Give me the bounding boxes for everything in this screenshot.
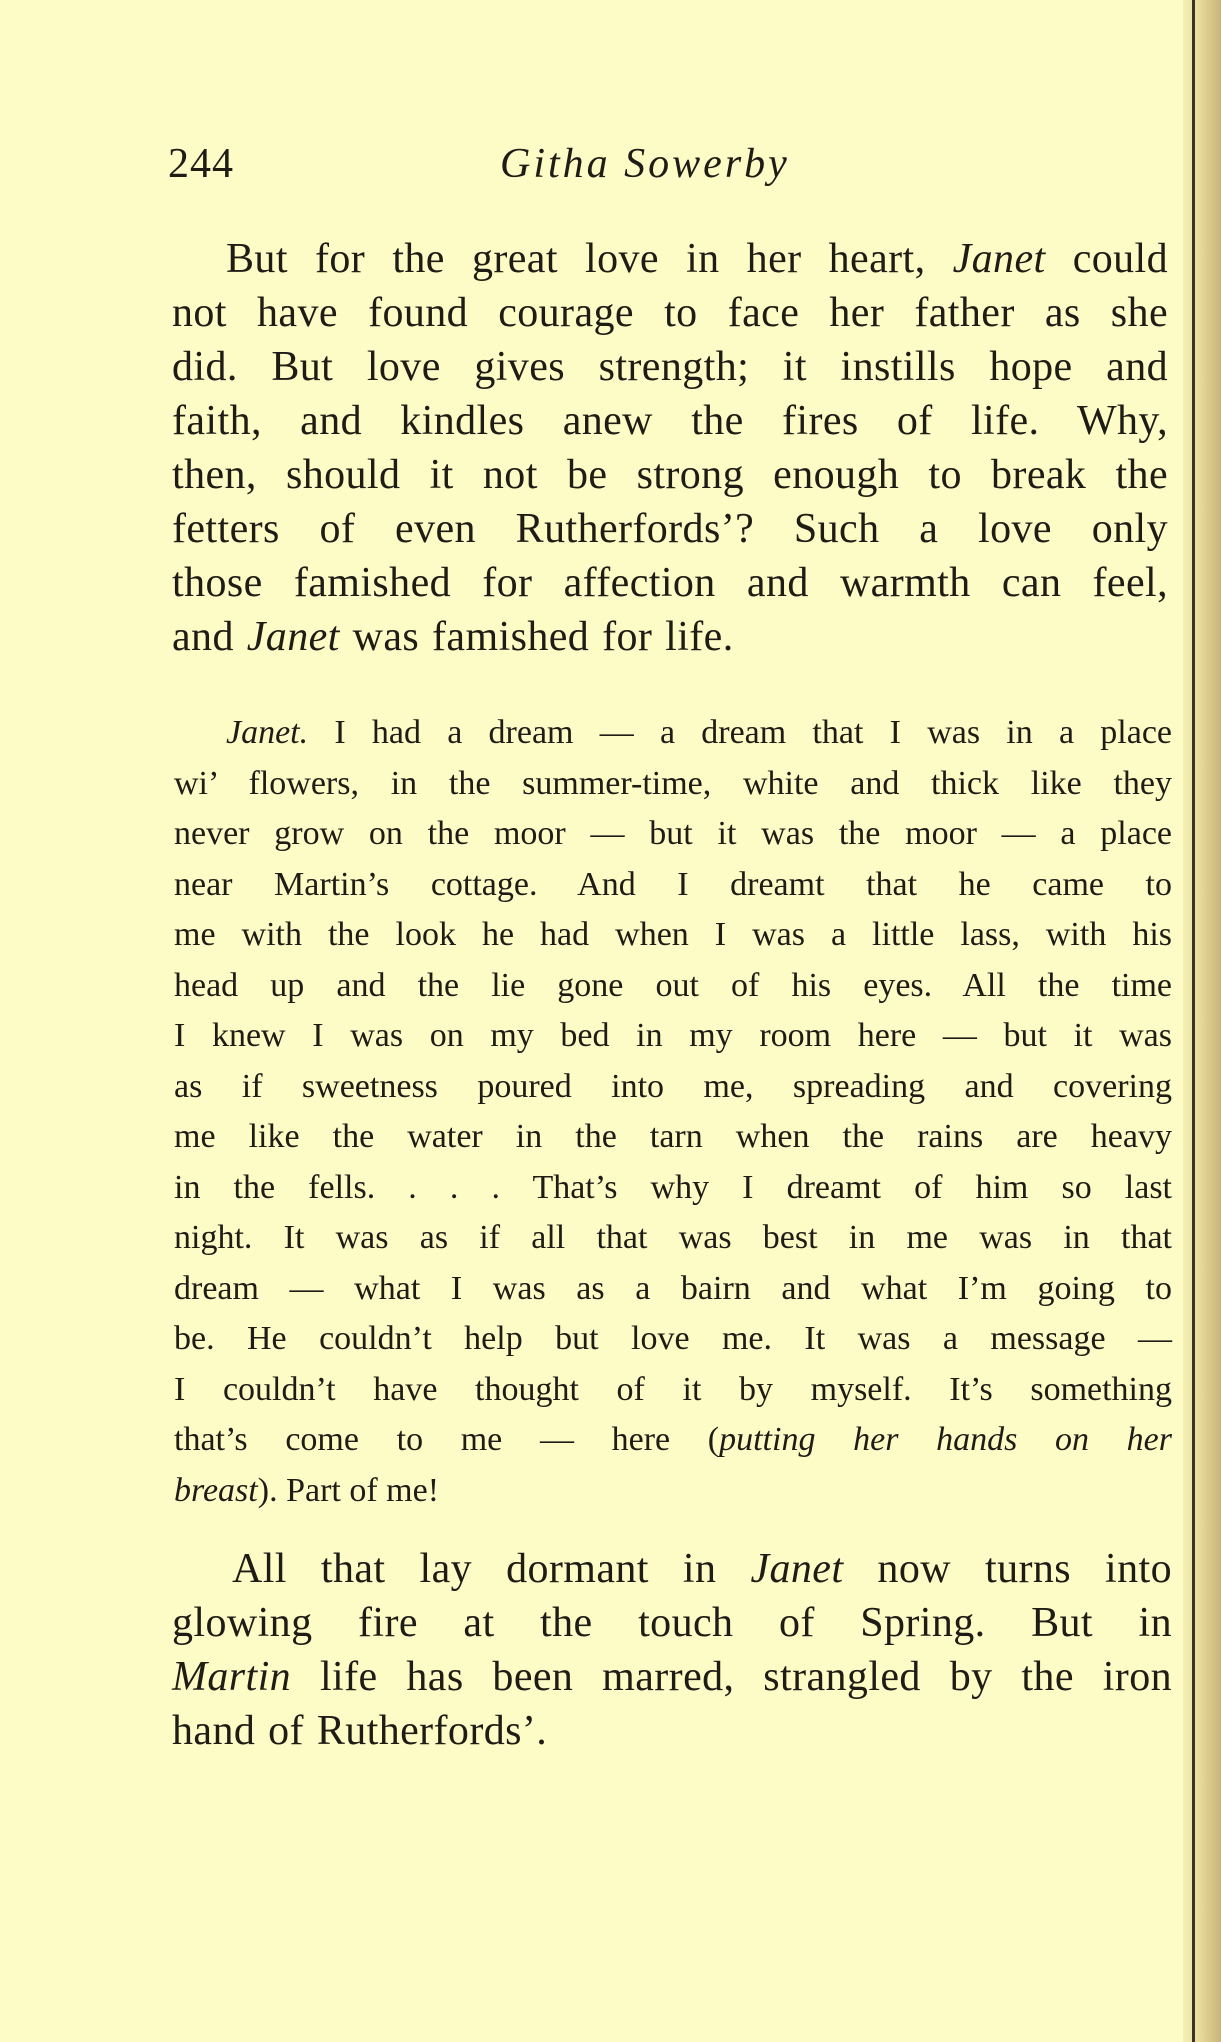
text-line: faith, and kindles anew the fires of life. Why, — [172, 398, 1168, 444]
text-line: fetters of even Rutherfords’? Such a love only — [172, 506, 1168, 552]
page-number: 244 — [168, 141, 234, 187]
text-line: not have found courage to face her father as she — [172, 290, 1168, 336]
text-line: that’s come to me — here (putting her hands on her — [174, 1421, 1172, 1458]
text-line: never grow on the moor — but it was the moor — a place — [174, 815, 1172, 852]
page-edge-line — [1192, 0, 1195, 2042]
page-edge — [1183, 0, 1221, 2042]
text-line: then, should it not be strong enough to break the — [172, 452, 1168, 498]
text-line: I knew I was on my bed in my room here — but it was — [174, 1017, 1172, 1054]
stage-direction: putting her hands on her — [719, 1421, 1172, 1458]
text-line: be. He couldn’t help but love me. It was a message — — [174, 1320, 1172, 1357]
text-line: wi’ flowers, in the summer-time, white and thick like they — [174, 764, 1172, 802]
text-line: as if sweetness poured into me, spreading and covering — [174, 1067, 1172, 1105]
text-line: near Martin’s cottage. And I dreamt that he came to — [174, 865, 1172, 903]
text-line: did. But love gives strength; it instills hope and — [172, 344, 1168, 390]
paragraph-intro — [172, 232, 1168, 664]
text-line: breast). Part of me! — [174, 1471, 440, 1509]
text-line: Martin life has been marred, strangled by the iron — [172, 1654, 1172, 1700]
text-line: me with the look he had when I was a little lass, with his — [174, 916, 1172, 953]
speaker-name: Janet. — [226, 714, 309, 751]
stage-direction: breast — [174, 1471, 258, 1509]
text-line: hand of Rutherfords’. — [172, 1708, 548, 1754]
text-line: All that lay dormant in Janet now turns into — [232, 1546, 1172, 1592]
text-line: in the fells. . . . That’s why I dreamt of him so last — [174, 1168, 1172, 1206]
text-line: I couldn’t have thought of it by myself. It’s something — [174, 1370, 1172, 1408]
text-line: But for the great love in her heart, Janet could — [226, 236, 1169, 282]
running-title: Githa Sowerby — [500, 141, 790, 187]
text-line: Janet. I had a dream — a dream that I was in a place — [226, 714, 1172, 751]
paragraph-closing — [172, 1542, 1172, 1758]
text-line: night. It was as if all that was best in me was in that — [174, 1219, 1172, 1256]
page-header — [168, 140, 1168, 200]
text-line: dream — what I was as a bairn and what I’m going to — [174, 1269, 1172, 1307]
text-line: me like the water in the tarn when the rains are heavy — [174, 1118, 1172, 1155]
dialogue-quote — [174, 708, 1172, 1516]
text-line: those famished for affection and warmth can feel, — [172, 560, 1168, 606]
text-line: and Janet was famished for life. — [172, 614, 734, 660]
text-line: head up and the lie gone out of his eyes. All the time — [174, 966, 1172, 1004]
text-line: glowing fire at the touch of Spring. But in — [172, 1600, 1172, 1646]
